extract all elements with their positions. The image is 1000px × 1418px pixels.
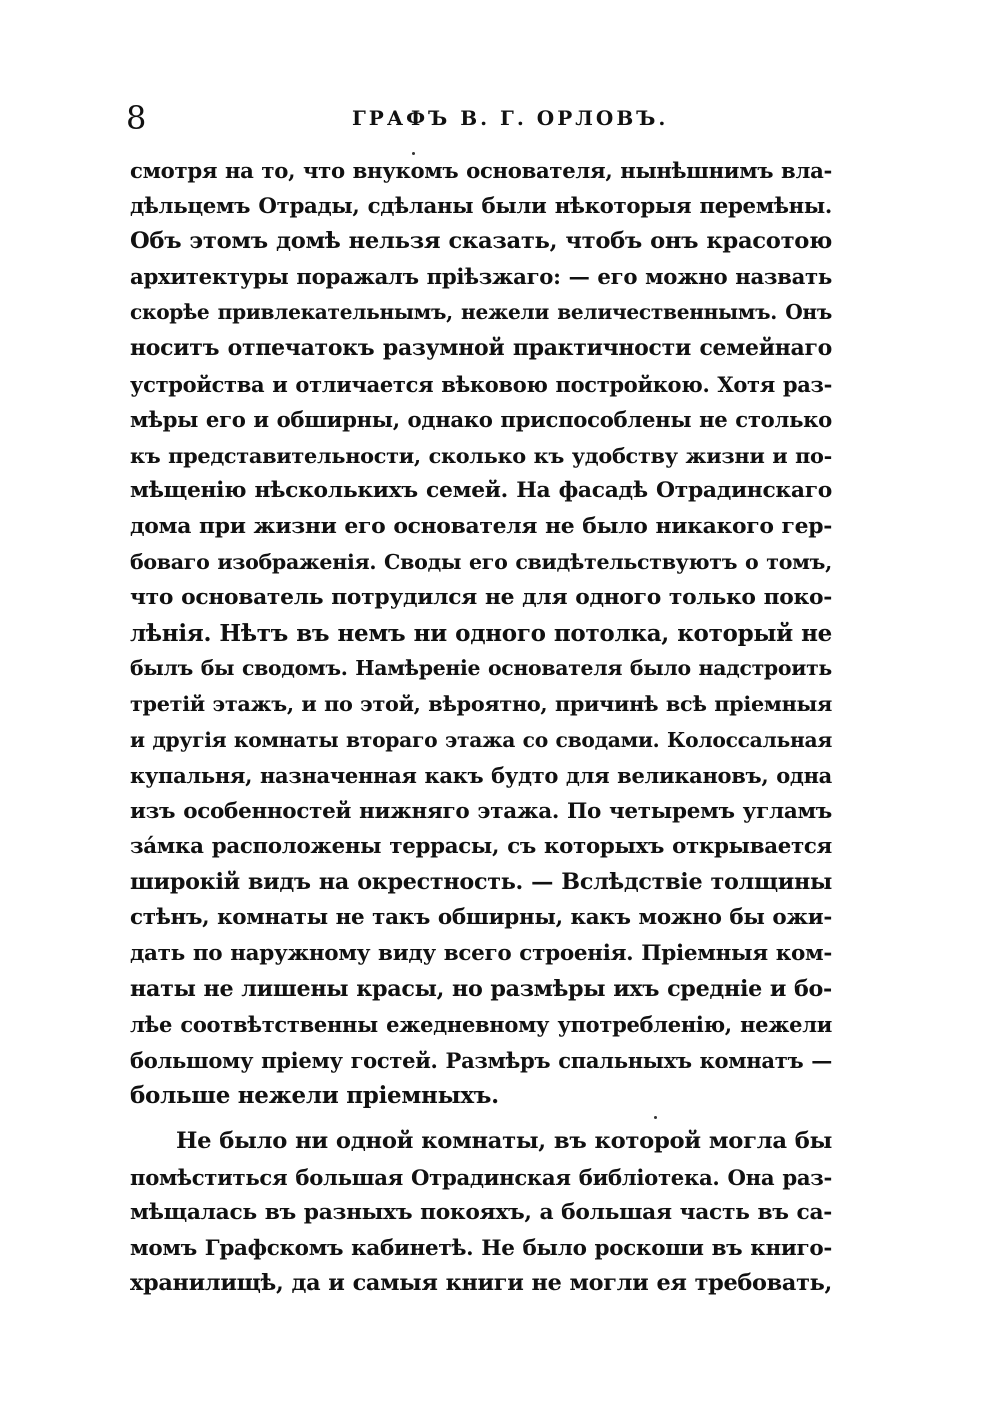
text-line: архитектуры поражалъ пріѣзжаго: — его можно назвать <box>130 264 832 290</box>
text-line: купальня, назначенная какъ будто для великановъ, одна <box>130 763 832 789</box>
text-line: боваго изображенія. Своды его свидѣтельствуютъ о томъ, <box>130 549 832 574</box>
print-speck <box>412 152 415 155</box>
page-number: 8 <box>126 99 147 137</box>
text-line: смотря на то, что внукомъ основателя, нынѣшнимъ вла- <box>130 158 832 183</box>
text-line: къ представительности, сколько къ удобству жизни и по- <box>130 442 832 468</box>
text-line: что основатель потрудился не для одного только поко- <box>130 585 832 611</box>
text-line: мѣщалась въ разныхъ покояхъ, а большая часть въ са- <box>130 1200 832 1226</box>
text-line: мѣры его и обширны, однако приспособлены не столько <box>130 407 832 433</box>
paragraph-1 <box>130 153 832 1114</box>
text-line: устройства и отличается вѣковою постройкою. Хотя раз- <box>130 371 832 397</box>
text-line: дать по наружному виду всего строенія. Пріемныя ком- <box>130 941 832 967</box>
text-line: изъ особенностей нижняго этажа. По четыремъ угламъ <box>130 798 832 824</box>
paragraph-gap <box>130 1114 832 1124</box>
text-line: Не было ни одной комнаты, въ которой могла бы <box>176 1128 832 1155</box>
running-head <box>126 98 832 138</box>
paragraph-2 <box>130 1124 832 1302</box>
text-line: больше нежели пріемныхъ. <box>130 1082 499 1110</box>
text-line: дома при жизни его основателя не было никакого гер- <box>130 512 832 539</box>
body-text <box>130 153 832 1302</box>
text-line: лѣнія. Нѣтъ въ немъ ни одного потолка, который не <box>130 619 832 647</box>
text-line: мѣщенію нѣсколькихъ семей. На фасадѣ Отрадинскаго <box>130 478 832 504</box>
text-line: дѣльцемъ Отрады, сдѣланы были нѣкоторыя перемѣны. <box>130 193 832 219</box>
text-line: Объ этомъ домѣ нельзя сказать, чтобъ онъ красотою <box>130 228 832 255</box>
text-line: третій этажъ, и по этой, вѣроятно, причинѣ всѣ пріемныя <box>130 691 832 716</box>
text-line: хранилищѣ, да и самыя книги не могли ея требовать, <box>130 1270 832 1297</box>
running-title: ГРАФЪ В. Г. ОРЛОВЪ. <box>352 106 669 130</box>
text-line: скорѣе привлекательнымъ, нежели величественнымъ. Онъ <box>130 300 832 325</box>
text-line: и другія комнаты втораго этажа со сводами. Колоссальная <box>130 727 832 752</box>
text-line: носитъ отпечатокъ разумной практичности семейнаго <box>130 334 832 361</box>
text-line: былъ бы сводомъ. Намѣреніе основателя было надстроить <box>130 656 832 681</box>
print-speck <box>654 1116 657 1119</box>
text-line: стѣнъ, комнаты не такъ обширны, какъ можно бы ожи- <box>130 905 832 931</box>
text-line: зáмка расположены террасы, съ которыхъ открывается <box>130 834 832 860</box>
text-line: большому пріему гостей. Размѣръ спальныхъ комнатъ — <box>130 1047 832 1073</box>
text-line: помѣститься большая Отрадинская библіотека. Она раз- <box>130 1164 832 1190</box>
text-line: лѣе соотвѣтственны ежедневному употребленію, нежели <box>130 1012 832 1038</box>
text-line: момъ Графскомъ кабинетѣ. Не было роскоши въ книго- <box>130 1235 832 1261</box>
text-line: наты не лишены красы, но размѣры ихъ средніе и бо- <box>130 975 832 1002</box>
text-line: широкій видъ на окрестность. — Вслѣдствіе толщины <box>130 868 832 895</box>
